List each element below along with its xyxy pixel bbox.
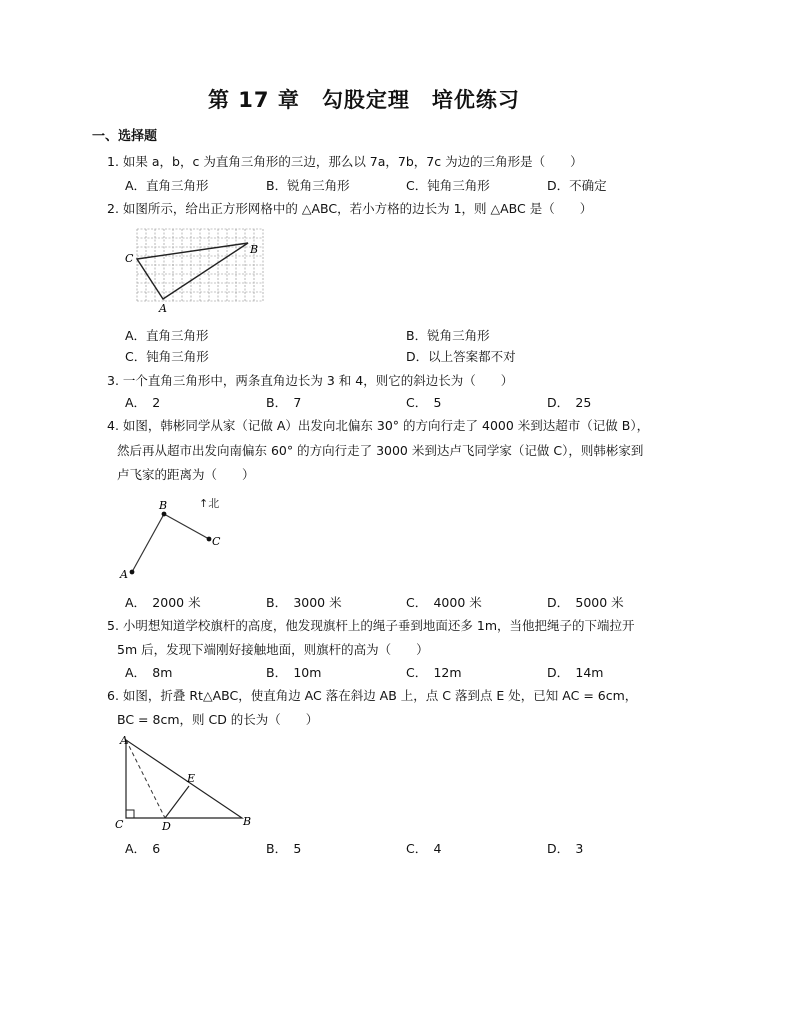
- question-1-option-a[interactable]: A．直角三角形: [125, 178, 209, 193]
- question-2-stem: 2. 如图所示，给出正方形网格中的 △ABC，若小方格的边长为 1，则 △ABC 是（ ）: [107, 201, 593, 216]
- question-6-option-b[interactable]: B． 5: [266, 841, 302, 856]
- question-3-option-d[interactable]: D． 25: [547, 395, 592, 410]
- question-2-option-d[interactable]: D．以上答案都不对: [406, 349, 516, 364]
- label-c: C: [115, 818, 124, 831]
- right-angle-mark: [126, 810, 134, 818]
- question-4-option-c[interactable]: C． 4000 米: [406, 595, 482, 610]
- question-4-stem-line-3: 卢飞家的距离为（ ）: [117, 467, 255, 482]
- question-5-stem-line-2: 5m 后，发现下端刚好接触地面，则旗杆的高为（ ）: [117, 642, 429, 657]
- segment-ab: [132, 514, 164, 572]
- label-d: D: [162, 820, 171, 832]
- label-e: E: [187, 772, 196, 785]
- point-a: [130, 570, 135, 575]
- segment-de: [165, 786, 189, 818]
- label-a: A: [159, 302, 167, 315]
- north-arrow-label: ↑北: [199, 497, 220, 510]
- question-4-option-d[interactable]: D． 5000 米: [547, 595, 624, 610]
- question-5-option-d[interactable]: D． 14m: [547, 665, 604, 680]
- question-2-option-a[interactable]: A．直角三角形: [125, 328, 209, 343]
- question-3-option-c[interactable]: C． 5: [406, 395, 442, 410]
- question-5-option-a[interactable]: A． 8m: [125, 665, 173, 680]
- question-4-option-b[interactable]: B． 3000 米: [266, 595, 342, 610]
- question-2-option-b[interactable]: B．锐角三角形: [406, 328, 490, 343]
- question-4-option-a[interactable]: A． 2000 米: [125, 595, 201, 610]
- label-b: B: [243, 815, 252, 828]
- label-c: C: [212, 535, 221, 548]
- label-b: B: [159, 499, 168, 512]
- question-1-option-d[interactable]: D．不确定: [547, 178, 607, 193]
- fold-line-ad: [126, 740, 165, 818]
- question-6-fold-figure: [112, 732, 257, 832]
- question-2-option-c[interactable]: C．钝角三角形: [125, 349, 209, 364]
- question-4-stem-line-1: 4. 如图，韩彬同学从家（记做 A）出发向北偏东 30° 的方向行走了 4000 米到达超市（记做 B），: [107, 418, 650, 433]
- question-6-stem-line-1: 6. 如图，折叠 Rt△ABC，使直角边 AC 落在斜边 AB 上，点 C 落到点 E 处，已知 AC = 6cm，: [107, 688, 638, 703]
- question-4-path-figure: [114, 492, 234, 584]
- question-4-stem-line-2: 然后再从超市出发向南偏东 60° 的方向行走了 3000 米到达卢飞同学家（记做 C），则韩彬家到: [117, 443, 644, 458]
- label-a: A: [120, 734, 128, 747]
- label-a: A: [120, 568, 128, 581]
- question-3-stem: 3. 一个直角三角形中，两条直角边长为 3 和 4，则它的斜边长为（ ）: [107, 373, 514, 388]
- point-b: [162, 512, 167, 517]
- question-2-grid-figure: [122, 224, 272, 316]
- triangle-abc: [137, 243, 248, 299]
- label-b: B: [250, 243, 259, 256]
- point-c: [207, 537, 212, 542]
- question-6-option-d[interactable]: D． 3: [547, 841, 584, 856]
- question-1-option-b[interactable]: B．锐角三角形: [266, 178, 350, 193]
- question-3-option-a[interactable]: A． 2: [125, 395, 161, 410]
- section-heading: 一、选择题: [92, 129, 158, 144]
- question-5-option-b[interactable]: B． 10m: [266, 665, 322, 680]
- page-title: 第 17 章 勾股定理 培优练习: [208, 88, 520, 112]
- question-6-stem-line-2: BC = 8cm，则 CD 的长为（ ）: [117, 712, 319, 727]
- question-6-option-c[interactable]: C． 4: [406, 841, 442, 856]
- question-1-stem: 1. 如果 a，b，c 为直角三角形的三边，那么以 7a，7b，7c 为边的三角形是（ ）: [107, 154, 583, 169]
- segment-bc: [164, 514, 209, 539]
- label-c: C: [125, 252, 134, 265]
- question-5-option-c[interactable]: C． 12m: [406, 665, 462, 680]
- triangle-abc: [126, 740, 242, 818]
- grid-lines: [137, 229, 263, 301]
- question-6-option-a[interactable]: A． 6: [125, 841, 161, 856]
- question-5-stem-line-1: 5. 小明想知道学校旗杆的高度，他发现旗杆上的绳子垂到地面还多 1m，当他把绳子的下端拉开: [107, 618, 635, 633]
- question-1-option-c[interactable]: C．钝角三角形: [406, 178, 490, 193]
- question-3-option-b[interactable]: B． 7: [266, 395, 302, 410]
